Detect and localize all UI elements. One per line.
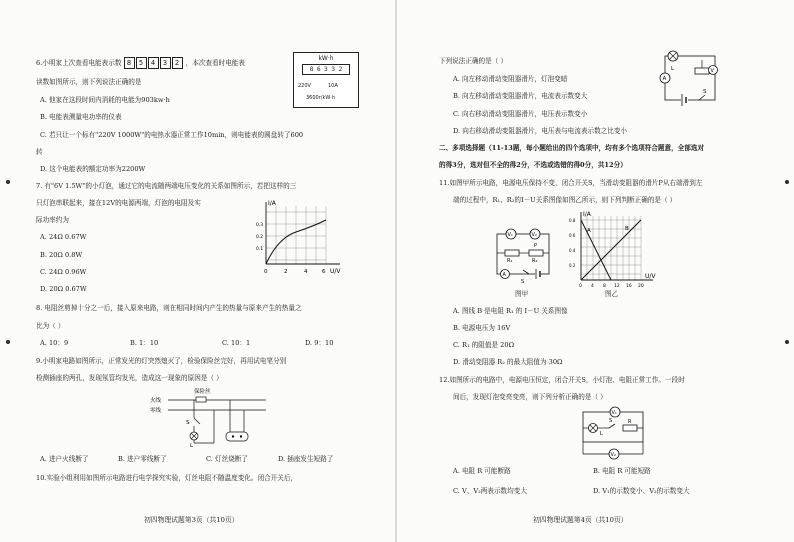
q8-stem-cont: 比为（ ） xyxy=(36,322,65,330)
q11-option-c: C. R₁ 的阻值是 20Ω xyxy=(453,341,515,349)
q11-v2-label: V₂ xyxy=(531,232,537,238)
q9-option-a: A. 进户火线断了 xyxy=(40,455,89,463)
q6-option-a: A. 他家在这段时间内消耗的电能为903kw·h xyxy=(40,96,170,104)
switch-icon xyxy=(699,95,705,100)
section-2-header-cont: 的得3分，选对但不全的得2分，不选或选错的得0分，共12分） xyxy=(439,161,627,169)
q9-lamp-label: L xyxy=(190,443,194,448)
q12-v2-label: V₂ xyxy=(610,452,616,458)
q10-option-a: A. 向左移动滑动变阻器滑片，灯泡变暗 xyxy=(453,75,568,83)
switch-icon xyxy=(523,270,529,274)
q10-option-d: D. 向右移动滑动变阻器滑片，电压表与电流表示数之比变小 xyxy=(453,127,628,135)
binding-hole xyxy=(6,180,10,184)
fuse-icon xyxy=(196,397,206,402)
binding-hole xyxy=(6,340,10,344)
q8-option-a: A. 10：9 xyxy=(40,339,69,347)
q8-stem: 8. 电阻丝剪掉十分之一后，接入原来电路，则在相同时间内产生的热量与原来产生的热量之 xyxy=(36,304,302,312)
binding-hole xyxy=(785,340,789,344)
q7-stem: 7. 有"6V 1.5W"的小灯泡，通过它的电流随两端电压变化的关系如图所示，若把这样的三 xyxy=(36,182,297,190)
q12-lamp-label: L xyxy=(600,431,603,437)
q7-option-c: C. 24Ω 0.96W xyxy=(40,268,87,276)
q11-figure-b-caption: 图乙 xyxy=(605,290,619,298)
q11-tick-x: 0 xyxy=(579,284,582,288)
q11-option-b: B. 电源电压为 16V xyxy=(453,324,511,332)
q10-voltmeter-label: V xyxy=(710,68,714,74)
graph-line-a-label: A xyxy=(587,228,591,234)
switch-icon xyxy=(609,424,615,428)
page-footer: 初四物理试题第3页（共10页） xyxy=(144,516,239,524)
q7-tick-y: 0.3 xyxy=(256,223,264,228)
q7-graph-xlabel: U/V xyxy=(330,268,341,275)
q9-option-d: D. 插座发生短路了 xyxy=(278,455,334,463)
q11-iu-graph xyxy=(567,210,659,288)
q12-option-d: D. V₁的示数变小、V₂的示数变大 xyxy=(593,487,690,495)
q11-slider-label: P xyxy=(534,243,538,249)
q7-option-d: D. 20Ω 0.67W xyxy=(40,285,87,293)
rheostat-icon xyxy=(695,68,709,74)
q10-lamp-label: L xyxy=(671,66,675,72)
q10-switch-label: S xyxy=(703,89,707,95)
q9-stem: 9.小明家电路如图所示，正常发光的灯突然熄灭了，检验保险丝完好，再用试电笔分别 xyxy=(36,357,287,365)
q9-option-b: B. 进户零线断了 xyxy=(118,455,167,463)
q7-tick-y: 0.2 xyxy=(256,235,264,240)
q6-option-c-cont: 转 xyxy=(36,148,43,156)
q12-circuit-diagram xyxy=(575,404,655,462)
q11-graph-ylabel: I/A xyxy=(583,211,591,218)
q11-ammeter-label: A xyxy=(502,272,506,278)
q11-graph-xlabel: U/V xyxy=(645,273,656,280)
q8-option-c: C. 10：1 xyxy=(222,339,251,347)
q9-wiring-diagram xyxy=(150,386,270,448)
live-wire-label: 火线 xyxy=(150,398,162,404)
q9-option-c: C. 灯丝烧断了 xyxy=(206,455,248,463)
q7-iu-graph xyxy=(256,198,348,276)
q7-option-a: A. 24Ω 0.67W xyxy=(40,233,87,241)
q11-circuit-diagram xyxy=(491,226,555,286)
meter-unit: kW·h xyxy=(318,55,334,62)
q7-tick-y: 0.1 xyxy=(256,247,264,252)
meter-spec-voltage: 220V xyxy=(298,83,311,89)
q12-switch-label: S xyxy=(609,418,613,424)
switch-icon xyxy=(194,418,200,424)
q7-stem-cont2: 际功率约为 xyxy=(36,216,69,224)
q11-figure-a-caption: 图甲 xyxy=(515,290,529,298)
q11-tick-x: 20 xyxy=(638,284,644,288)
q11-tick-y: 0.4 xyxy=(569,248,576,253)
q11-stem-cont: 端的过程中，R₁、R₂的I－U关系图像如图乙所示，则下列判断正确的是（ ） xyxy=(453,196,677,204)
q11-v1-label: V₁ xyxy=(507,232,513,238)
q11-tick-x: 12 xyxy=(614,284,620,288)
binding-hole xyxy=(785,180,789,184)
q6-option-c: C. 若只让一个标有"220V 1000W"的电热水器正常工作10min，则电能表的圆盘转了600 xyxy=(40,131,304,139)
q11-switch-label: S xyxy=(521,279,525,285)
neutral-wire-label: 零线 xyxy=(150,408,162,414)
q6-option-b: B. 电能表测量电功率的仪表 xyxy=(40,113,122,121)
q12-option-a: A. 电阻 R 可能断路 xyxy=(453,467,511,475)
q7-tick-x: 0 xyxy=(264,269,268,275)
q8-option-b: B. 1：10 xyxy=(130,339,159,347)
q10-stem-cont: 下列说法正确的是（ ） xyxy=(439,57,508,65)
q11-option-a: A. 图线 B 是电阻 R₁ 的 I－U 关系图像 xyxy=(453,307,568,315)
q11-tick-y: 0.8 xyxy=(569,218,576,223)
q11-tick-x: 16 xyxy=(626,284,632,288)
previous-reading-digits: 8 5 4 3 2 xyxy=(124,59,184,67)
page-footer: 初四物理试题第4页（共10页） xyxy=(533,516,628,524)
meter-reading: 8 6 3 3 2 xyxy=(302,64,350,75)
q6-option-d: D. 这个电能表的额定功率为2200W xyxy=(40,165,146,173)
q7-tick-x: 2 xyxy=(284,269,288,275)
q10-circuit-diagram xyxy=(651,48,727,106)
q10-option-b: B. 向左移动滑动变阻器滑片，电流表示数变大 xyxy=(453,92,588,100)
q7-option-b: B. 20Ω 0.8W xyxy=(40,251,83,259)
meter-spec-current: 10A xyxy=(328,83,338,89)
q9-switch-label: S xyxy=(186,420,190,426)
fuse-label: 保险丝 xyxy=(194,389,211,395)
q11-option-d: D. 滑动变阻器 R₂ 的最大阻值为 30Ω xyxy=(453,358,563,366)
resistor-r2-icon xyxy=(529,250,543,256)
q12-option-b: B. 电阻 R 可能短路 xyxy=(593,467,651,475)
resistor-icon xyxy=(623,425,637,431)
q12-resistor-label: R xyxy=(628,419,632,425)
q11-tick-x: 4 xyxy=(591,284,594,288)
q6-stem-cont: 读数如图所示，则下列说法正确的是 xyxy=(36,78,142,86)
q11-r1-label: R₁ xyxy=(507,258,513,264)
q7-graph-ylabel: I/A xyxy=(268,200,276,207)
q12-option-c: C. V、V₂两表示数均变大 xyxy=(453,487,527,495)
q11-tick-x: 8 xyxy=(603,284,606,288)
q11-r2-label: R₂ xyxy=(532,258,538,264)
q12-stem-cont: 间后，发现灯泡变亮变亮，则下列分析正确的是（ ） xyxy=(453,393,607,401)
q10-option-c: C. 向右移动滑动变阻器滑片，电压表示数变小 xyxy=(453,110,588,118)
q10-stem: 10.实验小组利用如图所示电路进行电学探究实验，灯丝电阻不随温度变化。闭合开关后， xyxy=(36,474,298,482)
q11-tick-y: 0.2 xyxy=(569,263,576,268)
q8-option-d: D. 9：10 xyxy=(305,339,334,347)
section-2-header: 二、多项选择题（11-13题，每小题给出的四个选项中，均有多个选项符合题意，全部选对 xyxy=(439,144,705,152)
q12-stem: 12.如图所示的电路中，电源电压恒定，闭合开关S，小灯泡、电阻正常工作。一段时 xyxy=(439,376,685,384)
q10-ammeter-label: A xyxy=(662,76,667,82)
socket-icon xyxy=(226,432,248,441)
q6-stem: 6.小明家上次查看电能表示数 8 5 4 3 2 ，本次查看时电能表 xyxy=(36,59,245,67)
q11-tick-y: 0.6 xyxy=(569,233,576,238)
energy-meter-figure xyxy=(293,52,359,108)
q12-v1-label: V₁ xyxy=(611,410,617,416)
graph-line-b-label: B xyxy=(625,226,629,232)
q9-stem-cont: 检测插座的两孔，发现氖管均发光，造成这一现象的原因是（ ） xyxy=(36,374,223,382)
q7-tick-x: 4 xyxy=(304,269,308,275)
resistor-r1-icon xyxy=(505,250,519,256)
exam-page-4 xyxy=(397,0,794,542)
q11-stem: 11.如图甲所示电路，电源电压保持不变，闭合开关S，当滑动变阻器的滑片P从右端滑到左 xyxy=(439,179,703,187)
q7-stem-cont: 只灯泡串联起来，接在12V的电源两端，灯泡的电阻及实 xyxy=(36,199,201,207)
q7-tick-x: 6 xyxy=(322,269,326,275)
meter-spec-constant: 3600r/kW·h xyxy=(306,95,336,101)
